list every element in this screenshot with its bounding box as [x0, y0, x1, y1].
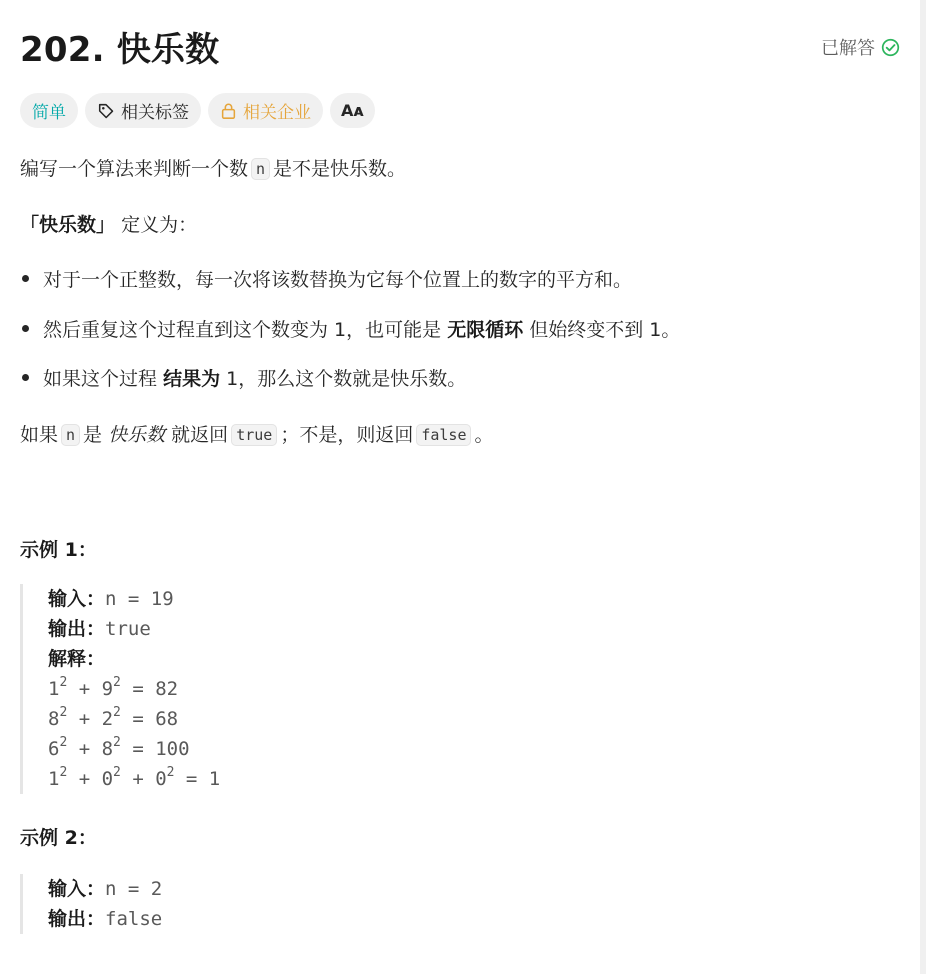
lock-icon	[220, 102, 237, 120]
list-item-text: 对于一个正整数，每一次将该数替换为它每个位置上的数字的平方和。	[43, 269, 633, 291]
solved-status	[821, 34, 900, 60]
list-item-bold: 无限循环	[447, 319, 524, 341]
output-label: 输出：	[48, 908, 106, 930]
example-2-title: 示例 2：	[20, 827, 97, 849]
text-span: 是	[83, 424, 103, 446]
exponent: 2	[166, 765, 175, 780]
base: 6	[48, 738, 60, 760]
description-paragraph	[20, 155, 406, 183]
difficulty-badge	[20, 93, 78, 128]
exponent: 2	[113, 675, 121, 690]
example-input-line	[48, 584, 220, 614]
related-companies-label: 相关企业	[243, 103, 311, 123]
related-companies-button[interactable]	[208, 93, 323, 128]
example-explain-line	[48, 644, 220, 674]
output-value: false	[105, 908, 163, 930]
bullet-dot	[22, 325, 29, 332]
explain-step	[48, 674, 220, 704]
exponent: 2	[59, 675, 68, 690]
base: + 9	[67, 678, 114, 700]
example-2-block	[20, 874, 162, 934]
difficulty-label: 简单	[32, 103, 66, 123]
check-circle-icon	[881, 38, 900, 57]
output-label: 输出：	[48, 618, 106, 640]
result: = 68	[120, 708, 179, 730]
tag-icon	[97, 102, 115, 120]
inline-code-n: n	[61, 424, 80, 446]
example-output-line	[48, 904, 162, 934]
input-value: n = 19	[105, 588, 174, 610]
return-paragraph	[20, 421, 494, 449]
inline-code-n: n	[251, 158, 270, 180]
bullet-dot	[22, 275, 29, 282]
list-item	[20, 316, 680, 344]
example-1-block	[20, 584, 220, 794]
list-item-text: 然后重复这个过程直到这个数变为 1，也可能是	[43, 319, 442, 341]
explain-step	[48, 764, 220, 794]
input-value: n = 2	[105, 878, 163, 900]
explain-step	[48, 734, 220, 764]
text-span: 如果	[20, 424, 59, 446]
list-item-bold: 结果为	[163, 368, 221, 390]
list-item-text: 但始终变不到 1。	[529, 319, 681, 341]
definition-term: 「快乐数」	[20, 214, 116, 236]
result: = 82	[120, 678, 179, 700]
inline-code-false: false	[416, 424, 471, 446]
exponent: 2	[59, 765, 68, 780]
exponent: 2	[59, 705, 68, 720]
text-span: 编写一个算法来判断一个数	[20, 158, 249, 180]
base: + 2	[67, 708, 114, 730]
text-span: 是不是快乐数。	[273, 158, 407, 180]
related-tags-button[interactable]	[85, 93, 201, 128]
tag-row	[20, 93, 375, 128]
translate-icon: Aᴀ	[341, 101, 364, 120]
definition-line	[20, 211, 197, 239]
explain-step	[48, 704, 220, 734]
example-1-title: 示例 1：	[20, 539, 97, 561]
output-value: true	[105, 618, 151, 640]
input-label: 输入：	[48, 588, 106, 610]
exponent: 2	[113, 705, 121, 720]
exponent: 2	[113, 765, 121, 780]
explain-label: 解释：	[48, 648, 106, 670]
bullet-dot	[22, 374, 29, 381]
base: 1	[48, 768, 60, 790]
text-span: 就返回	[171, 424, 229, 446]
related-tags-label: 相关标签	[121, 103, 189, 123]
text-span: ；不是，则返回	[280, 424, 414, 446]
solved-label: 已解答	[821, 38, 875, 59]
base: 8	[48, 708, 60, 730]
italic-term: 快乐数	[108, 424, 166, 446]
list-item	[20, 365, 466, 393]
base: 1	[48, 678, 60, 700]
problem-title: 202. 快乐数	[20, 30, 220, 70]
base: + 0	[120, 768, 167, 790]
exponent: 2	[113, 735, 121, 750]
result: = 1	[174, 768, 221, 790]
base: + 0	[67, 768, 114, 790]
inline-code-true: true	[231, 424, 277, 446]
example-input-line	[48, 874, 162, 904]
list-item-text: 如果这个过程	[43, 368, 158, 390]
translate-button[interactable]	[330, 93, 375, 128]
example-output-line	[48, 614, 220, 644]
text-span: 。	[474, 424, 494, 446]
definition-suffix: 定义为：	[121, 214, 198, 236]
exponent: 2	[59, 735, 68, 750]
scrollbar[interactable]	[920, 0, 926, 974]
problem-description	[20, 0, 900, 930]
input-label: 输入：	[48, 878, 106, 900]
base: + 8	[67, 738, 114, 760]
result: = 100	[120, 738, 190, 760]
list-item	[20, 266, 632, 294]
problem-header	[20, 0, 900, 92]
list-item-text: 1，那么这个数就是快乐数。	[226, 368, 467, 390]
